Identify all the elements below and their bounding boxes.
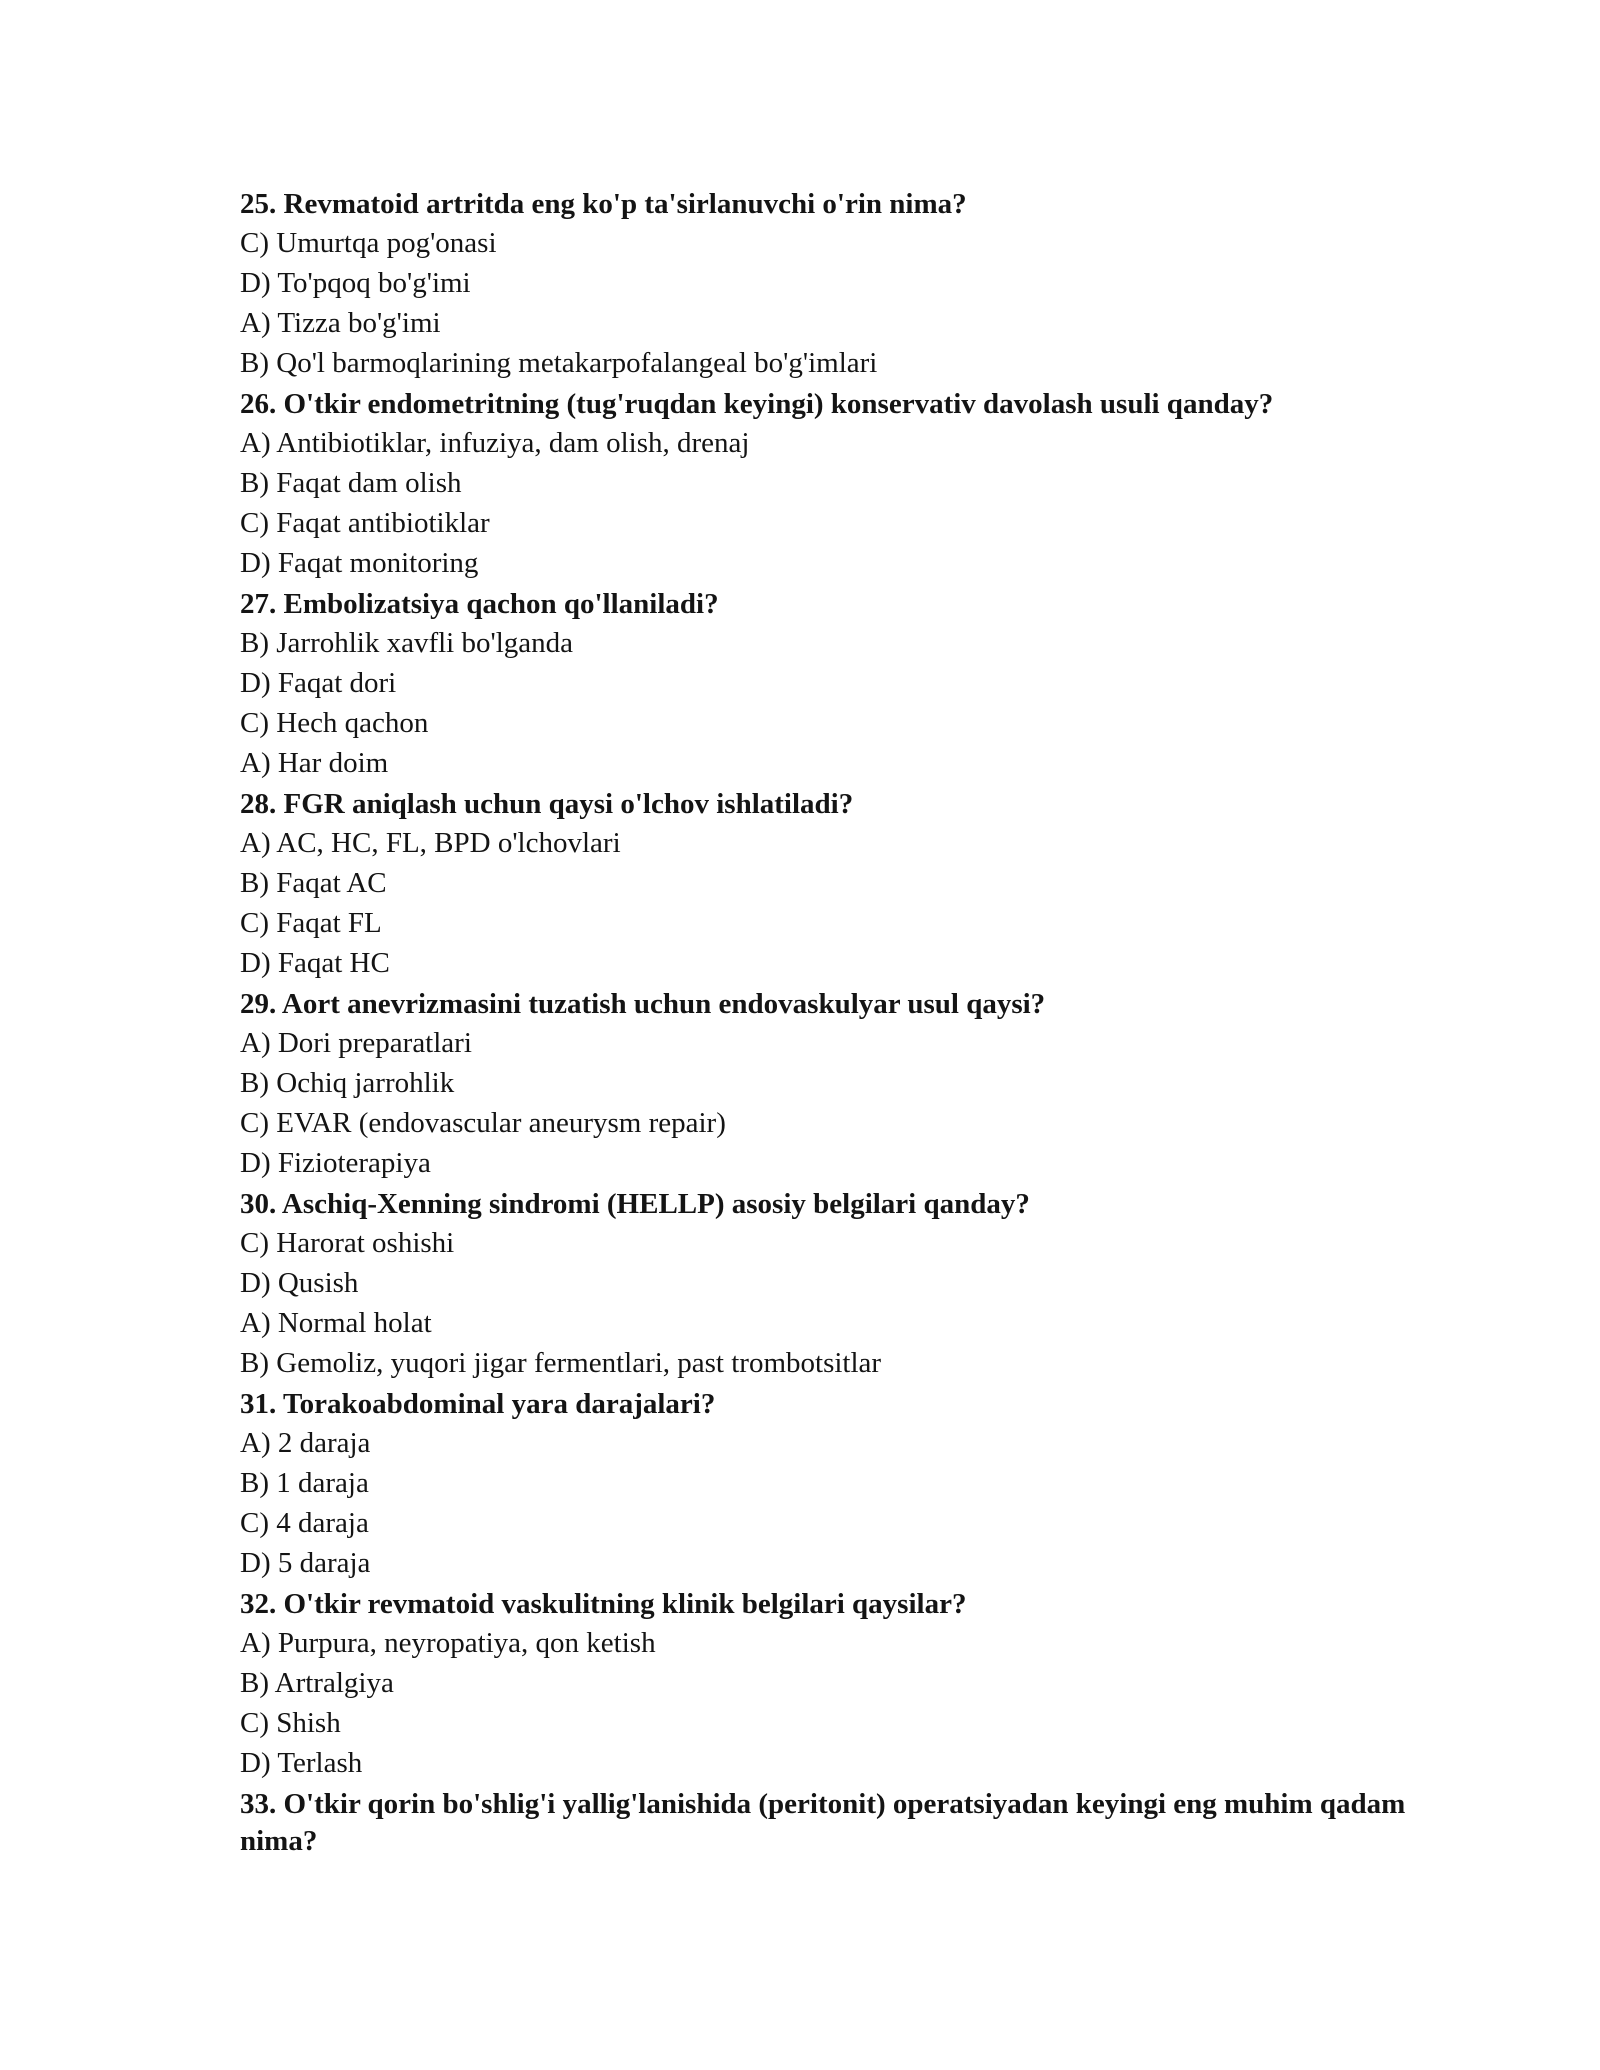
answer-option: B) Jarrohlik xavfli bo'lganda <box>240 627 574 659</box>
answer-option: D) Qusish <box>240 1267 359 1299</box>
question-heading <box>240 583 1440 623</box>
question-number: 28. <box>240 788 277 820</box>
question-text: Torakoabdominal yara darajalari? <box>282 1388 716 1420</box>
question-text: Embolizatsiya qachon qo'llaniladi? <box>283 588 719 620</box>
answer-option: D) Fizioterapiya <box>240 1147 431 1179</box>
answer-option: A) Purpura, neyropatiya, qon ketish <box>240 1627 656 1659</box>
question-text: O'tkir qorin bo'shlig'i yallig'lanishida (peritonit) operatsiyadan keyingi eng muhim qadam nima? <box>240 1788 1406 1857</box>
question-heading <box>240 186 1440 223</box>
answer-option: D) Faqat monitoring <box>240 547 479 579</box>
question-block <box>240 1383 1440 1583</box>
question-heading <box>240 1783 1440 1860</box>
answer-option: B) Ochiq jarrohlik <box>240 1067 455 1099</box>
question-text: O'tkir endometritning (tug'ruqdan keyingi) konservativ davolash usuli qanday? <box>283 388 1274 420</box>
answer-option: A) Normal holat <box>240 1307 432 1339</box>
answer-option: B) 1 daraja <box>240 1467 369 1499</box>
question-text: Aort anevrizmasini tuzatish uchun endovaskulyar usul qaysi? <box>281 988 1046 1020</box>
question-block <box>240 186 1440 383</box>
question-number: 31. <box>240 1388 277 1420</box>
answer-option: B) Gemoliz, yuqori jigar fermentlari, past trombotsitlar <box>240 1347 882 1379</box>
question-block <box>240 983 1440 1183</box>
answer-option: C) Faqat antibiotiklar <box>240 507 490 539</box>
question-number: 26. <box>240 388 277 420</box>
answer-option: D) To'pqoq bo'g'imi <box>240 267 471 299</box>
answer-option: D) Terlash <box>240 1747 363 1779</box>
question-block <box>240 1583 1440 1783</box>
question-number: 30. <box>240 1188 277 1220</box>
answer-option: C) 4 daraja <box>240 1507 369 1539</box>
question-number: 32. <box>240 1588 277 1620</box>
question-block <box>240 1783 1440 1860</box>
answer-option: A) Antibiotiklar, infuziya, dam olish, drenaj <box>240 427 750 459</box>
question-number: 29. <box>240 988 277 1020</box>
answer-option: C) Shish <box>240 1707 341 1739</box>
question-heading <box>240 1183 1440 1223</box>
answer-option: A) Dori preparatlari <box>240 1027 472 1059</box>
answer-option: C) Umurtqa pog'onasi <box>240 227 497 259</box>
question-heading <box>240 983 1440 1023</box>
question-number: 27. <box>240 588 277 620</box>
answer-option: D) 5 daraja <box>240 1547 371 1579</box>
question-block <box>240 1183 1440 1383</box>
answer-option: A) Tizza bo'g'imi <box>240 307 441 339</box>
answer-option: A) AC, HC, FL, BPD o'lchovlari <box>240 827 621 859</box>
answer-option: A) 2 daraja <box>240 1427 371 1459</box>
answer-option: C) Hech qachon <box>240 707 429 739</box>
answer-option: C) EVAR (endovascular aneurysm repair) <box>240 1107 726 1139</box>
question-number: 25. <box>240 188 277 220</box>
question-list <box>240 186 1440 1860</box>
question-text: Aschiq-Xenning sindromi (HELLP) asosiy belgilari qanday? <box>281 1188 1030 1220</box>
answer-option: B) Qo'l barmoqlarining metakarpofalangeal bo'g'imlari <box>240 347 878 379</box>
answer-option: D) Faqat HC <box>240 947 390 979</box>
answer-option: B) Faqat dam olish <box>240 467 462 499</box>
question-block <box>240 383 1440 583</box>
answer-option: D) Faqat dori <box>240 667 397 699</box>
question-text: O'tkir revmatoid vaskulitning klinik belgilari qaysilar? <box>283 1588 967 1620</box>
question-heading <box>240 783 1440 823</box>
answer-option: C) Faqat FL <box>240 907 382 939</box>
question-number: 33. <box>240 1788 277 1820</box>
answer-option: B) Faqat AC <box>240 867 387 899</box>
answer-option: A) Har doim <box>240 747 389 779</box>
answer-option: C) Harorat oshishi <box>240 1227 455 1259</box>
question-heading <box>240 1383 1440 1423</box>
question-heading <box>240 1583 1440 1623</box>
question-heading <box>240 383 1440 423</box>
question-text: FGR aniqlash uchun qaysi o'lchov ishlatiladi? <box>283 788 854 820</box>
question-block <box>240 583 1440 783</box>
question-block <box>240 783 1440 983</box>
answer-option: B) Artralgiya <box>240 1667 394 1699</box>
question-text: Revmatoid artritda eng ko'p ta'sirlanuvchi o'rin nima? <box>283 188 967 220</box>
